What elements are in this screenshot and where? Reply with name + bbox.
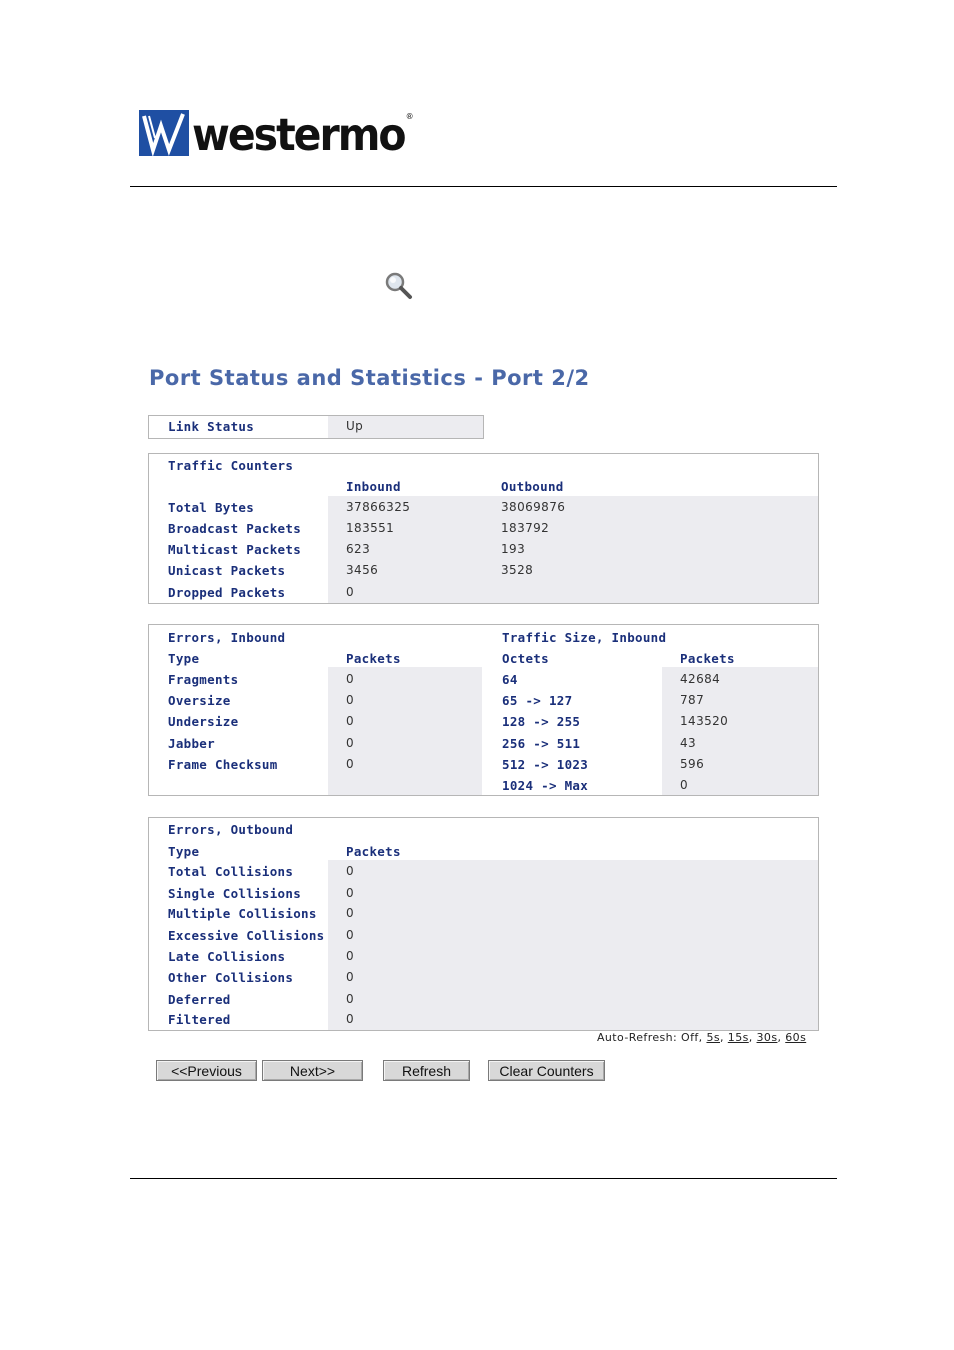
westermo-logo: [139, 108, 414, 161]
traffic-row-inbound: 183551: [346, 521, 395, 535]
collision-row-value: 0: [346, 1012, 355, 1026]
collision-row-value: 0: [346, 886, 355, 900]
registered-mark: ®: [405, 112, 414, 121]
error-row-value: 0: [346, 693, 355, 707]
traffic-row-inbound: 37866325: [346, 500, 411, 514]
traffic-row-outbound: 183792: [501, 521, 550, 535]
collision-row-label: Total Collisions: [168, 864, 294, 879]
error-row-label: Oversize: [168, 693, 231, 708]
size-row-value: 596: [680, 757, 705, 771]
collision-row-label: Deferred: [168, 992, 231, 1007]
collision-row-value: 0: [346, 906, 355, 920]
error-row-label: Fragments: [168, 672, 239, 687]
size-row-label: 256 -> 511: [502, 736, 581, 751]
size-row-label: 64: [502, 672, 518, 687]
auto-refresh-60s-link[interactable]: 60s: [785, 1031, 807, 1044]
traffic-counters-panel: [148, 453, 819, 604]
auto-refresh-5s-link[interactable]: 5s: [706, 1031, 720, 1044]
error-row-value: 0: [346, 672, 355, 686]
error-row-label: Undersize: [168, 714, 239, 729]
traffic-row-label: Total Bytes: [168, 500, 255, 515]
traffic-row-outbound: 3528: [501, 563, 534, 577]
collision-row-label: Multiple Collisions: [168, 906, 317, 921]
traffic-row-inbound: 3456: [346, 563, 379, 577]
refresh-button[interactable]: Refresh: [383, 1060, 470, 1081]
magnifier-icon[interactable]: [383, 271, 413, 301]
errors-inbound-panel: [148, 624, 819, 796]
packets-column-header: Packets: [346, 844, 401, 859]
size-row-value: 43: [680, 736, 697, 750]
header-divider: [130, 186, 837, 187]
type-column-header: Type: [168, 651, 200, 666]
collision-row-value: 0: [346, 864, 355, 878]
octets-column-header: Octets: [502, 651, 549, 666]
traffic-row-label: Unicast Packets: [168, 563, 286, 578]
size-row-label: 512 -> 1023: [502, 757, 589, 772]
westermo-logo-mark: [139, 110, 189, 156]
previous-button[interactable]: <<Previous: [156, 1060, 257, 1081]
error-row-label: Frame Checksum: [168, 757, 278, 772]
logo-wordmark: westermo: [192, 108, 405, 161]
collision-row-label: Filtered: [168, 1012, 231, 1027]
auto-refresh-bar: Auto-Refresh: Off, 5s, 15s, 30s, 60s: [597, 1031, 807, 1044]
collision-row-value: 0: [346, 970, 355, 984]
errors-outbound-heading: Errors, Outbound: [168, 822, 294, 837]
errors-inbound-heading: Errors, Inbound: [168, 630, 286, 645]
traffic-counters-heading: Traffic Counters: [168, 458, 294, 473]
traffic-row-label: Dropped Packets: [168, 585, 286, 600]
traffic-row-outbound: 193: [501, 542, 526, 556]
size-row-value: 787: [680, 693, 705, 707]
traffic-row-inbound: 0: [346, 585, 355, 599]
footer-divider: [130, 1178, 837, 1179]
traffic-row-inbound: 623: [346, 542, 371, 556]
type-column-header: Type: [168, 844, 200, 859]
size-row-label: 1024 -> Max: [502, 778, 589, 793]
auto-refresh-30s-link[interactable]: 30s: [756, 1031, 778, 1044]
traffic-row-label: Broadcast Packets: [168, 521, 302, 536]
link-status-panel: [148, 415, 484, 439]
collision-row-value: 0: [346, 928, 355, 942]
inbound-column-header: Inbound: [346, 479, 401, 494]
errors-outbound-panel: [148, 817, 819, 1031]
auto-refresh-15s-link[interactable]: 15s: [727, 1031, 749, 1044]
size-packets-column-header: Packets: [680, 651, 735, 666]
error-row-value: 0: [346, 736, 355, 750]
next-button[interactable]: Next>>: [262, 1060, 363, 1081]
error-row-value: 0: [346, 757, 355, 771]
size-row-value: 143520: [680, 714, 729, 728]
error-row-value: 0: [346, 714, 355, 728]
size-row-label: 65 -> 127: [502, 693, 573, 708]
traffic-row-outbound: 38069876: [501, 500, 566, 514]
clear-counters-button[interactable]: Clear Counters: [488, 1060, 605, 1081]
collision-row-label: Single Collisions: [168, 886, 302, 901]
collision-row-value: 0: [346, 949, 355, 963]
size-row-value: 0: [680, 778, 689, 792]
traffic-size-heading: Traffic Size, Inbound: [502, 630, 667, 645]
error-row-label: Jabber: [168, 736, 215, 751]
collision-row-label: Other Collisions: [168, 970, 294, 985]
outbound-column-header: Outbound: [501, 479, 564, 494]
collision-row-label: Late Collisions: [168, 949, 286, 964]
page-title: Port Status and Statistics - Port 2/2: [149, 366, 590, 390]
traffic-row-label: Multicast Packets: [168, 542, 302, 557]
link-status-value: Up: [346, 419, 364, 433]
size-row-value: 42684: [680, 672, 721, 686]
link-status-label: Link Status: [168, 419, 255, 434]
packets-column-header: Packets: [346, 651, 401, 666]
auto-refresh-label: Auto-Refresh: Off,: [597, 1031, 703, 1044]
collision-row-label: Excessive Collisions: [168, 928, 325, 943]
collision-row-value: 0: [346, 992, 355, 1006]
size-row-label: 128 -> 255: [502, 714, 581, 729]
